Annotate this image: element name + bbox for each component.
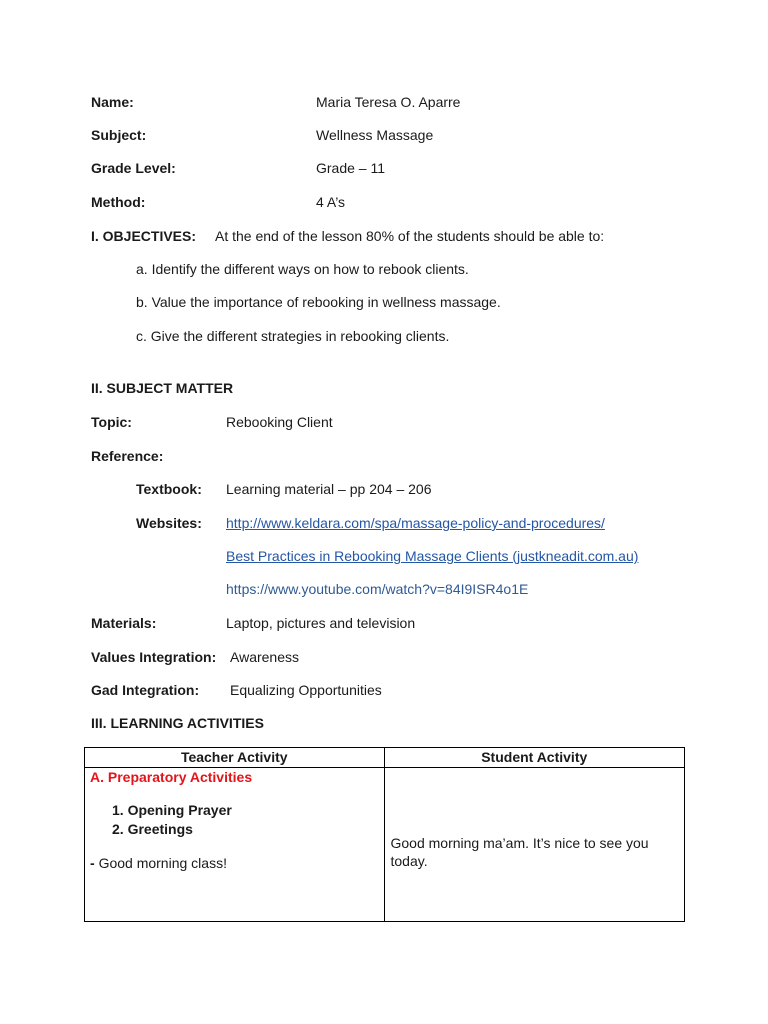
objective-item-c: c. Give the different strategies in rebooking clients. [136,328,450,344]
method-value: 4 A’s [316,194,346,210]
name-label: Name: [91,94,134,110]
table-row [85,768,685,922]
textbook-label: Textbook: [136,481,202,497]
grade-value: Grade – 11 [316,160,386,176]
gad-integration-label: Gad Integration: [91,682,200,698]
learning-activities-heading: III. LEARNING ACTIVITIES [91,715,264,731]
subject-value: Wellness Massage [316,127,434,143]
student-activity-header: Student Activity [384,748,685,768]
objectives-intro: At the end of the lesson 80% of the students should be able to: [215,228,605,244]
activities-table [84,747,685,922]
values-integration-label: Values Integration: [91,649,217,665]
teacher-activity-header: Teacher Activity [85,748,385,768]
objective-item-b: b. Value the importance of rebooking in wellness massage. [136,294,501,310]
website-row-3 [226,580,528,598]
step-opening-prayer: 1. Opening Prayer [112,802,232,818]
topic-value: Rebooking Client [226,414,333,430]
objective-item-a: a. Identify the different ways on how to rebook clients. [136,261,469,277]
reference-label: Reference: [91,448,164,464]
table-header-row [85,748,685,768]
dash-marker: - [90,855,95,871]
materials-value: Laptop, pictures and television [226,615,416,631]
textbook-value: Learning material – pp 204 – 206 [226,481,432,497]
method-label: Method: [91,194,146,210]
subject-matter-heading: II. SUBJECT MATTER [91,380,234,396]
grade-label: Grade Level: [91,160,176,176]
preparatory-activities-heading: A. Preparatory Activities [90,769,253,785]
subject-label: Subject: [91,127,147,143]
teacher-greeting-line [90,854,227,872]
values-integration-value: Awareness [230,649,300,665]
topic-label: Topic: [91,414,132,430]
name-value: Maria Teresa O. Aparre [316,94,461,110]
materials-label: Materials: [91,615,157,631]
website-link-justkneadit[interactable]: Best Practices in Rebooking Massage Clients (justkneadit.com.au) [226,548,639,564]
websites-label: Websites: [136,515,202,531]
teacher-activity-cell [85,768,385,922]
teacher-greeting-text: Good morning class! [98,855,227,871]
website-link-keldara[interactable]: http://www.keldara.com/spa/massage-policy-and-procedures/ [226,515,605,531]
student-greeting-line-2: today. [390,853,428,869]
website-link-youtube[interactable]: https://www.youtube.com/watch?v=84I9ISR4o1E [226,581,529,597]
objectives-heading: I. OBJECTIVES: [91,228,197,244]
website-row-2 [226,547,638,565]
step-greetings: 2. Greetings [112,821,193,837]
student-greeting-line-1: Good morning ma’am. It’s nice to see you [390,835,649,851]
student-activity-cell [384,768,685,922]
gad-integration-value: Equalizing Opportunities [230,682,382,698]
